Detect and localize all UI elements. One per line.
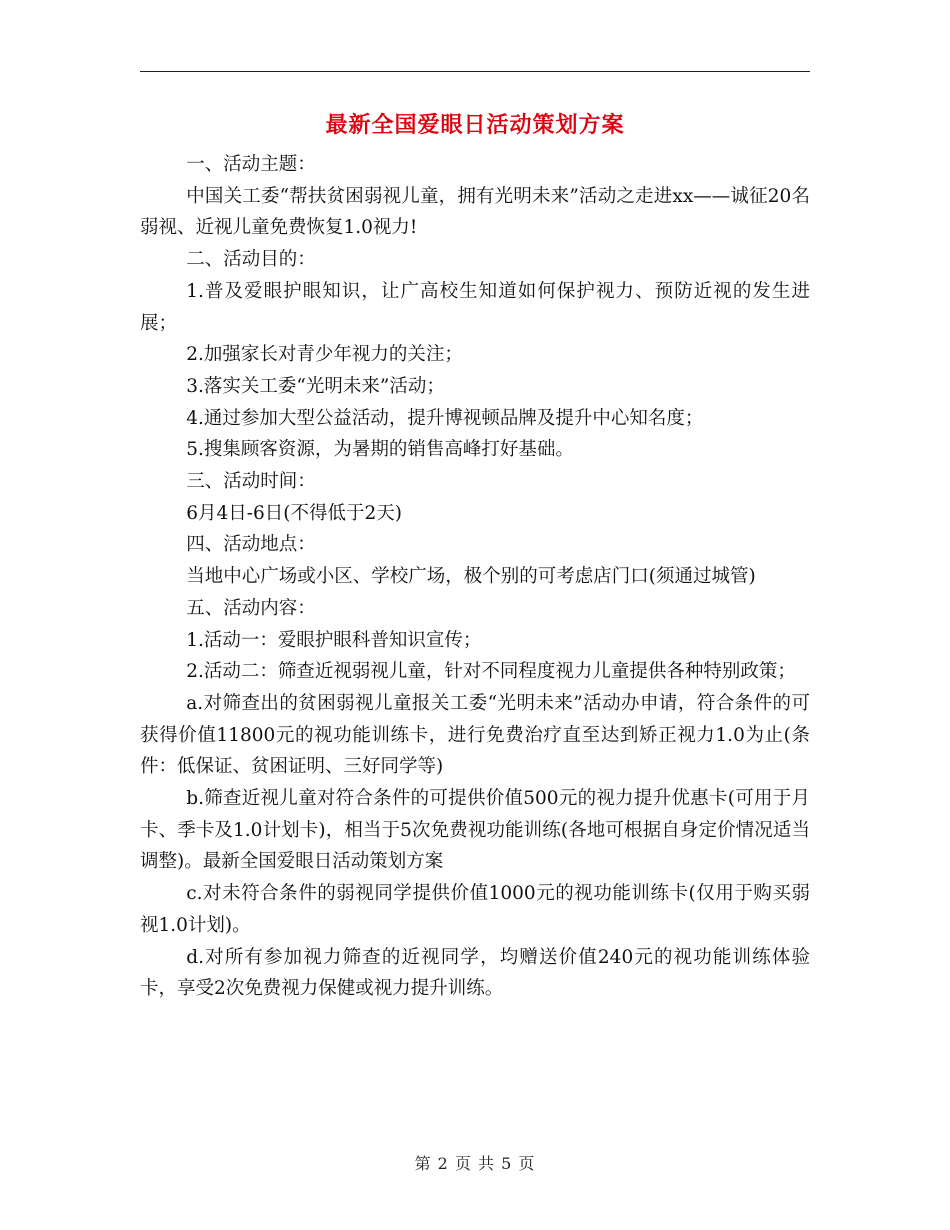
sub-item-b: b.筛查近视儿童对符合条件的可提供价值500元的视力提升优惠卡(可用于月卡、季卡及1.0计划卡)，相当于5次免费视功能训练(各地可根据自身定价情况适当调整)。最新全国爱眼日活动策划方案 [140,788,810,873]
sub-item-a: a.对筛查出的贫困弱视儿童报关工委“光明未来”活动办申请，符合条件的可获得价值11800元的视功能训练卡，进行免费治疗直至达到矫正视力1.0为止(条件：低保证、贫困证明、三好同学等) [140,692,810,778]
paragraph-location: 当地中心广场或小区、学校广场，极个别的可考虑店门口(须通过城管) [186,566,756,588]
paragraph-theme: 中国关工委“帮扶贫困弱视儿童，拥有光明未来”活动之走进xx——诚征20名弱视、近视儿童免费恢复1.0视力! [140,185,810,239]
header-rule [140,71,810,72]
list-item-activity-1: 1.活动一：爱眼护眼科普知识宣传； [186,629,482,651]
list-item-purpose-4: 4.通过参加大型公益活动，提升博视顿品牌及提升中心知名度； [186,407,704,429]
page-number: 第 2 页 共 5 页 [414,1154,536,1173]
sub-item-d: d.对所有参加视力筛查的近视同学，均赠送价值240元的视功能训练体验卡，享受2次免费视力保健或视力提升训练。 [140,946,810,1000]
document-title: 最新全国爱眼日活动策划方案 [325,113,625,138]
list-item-purpose-3: 3.落实关工委“光明未来”活动； [186,375,445,397]
sub-item-c: c.对未符合条件的弱视同学提供价值1000元的视功能训练卡(仅用于购买弱视1.0计划)。 [140,883,810,936]
list-item-activity-2: 2.活动二：筛查近视弱视儿童，针对不同程度视力儿童提供各种特别政策； [186,661,796,683]
list-item-purpose-1: 1.普及爱眼护眼知识，让广高校生知道如何保护视力、预防近视的发生进展； [140,280,810,334]
paragraph-time: 6月4日-6日(不得低于2天) [186,502,403,524]
list-item-purpose-5: 5.搜集顾客资源，为暑期的销售高峰打好基础。 [186,439,574,461]
section-heading-purpose: 二、活动目的： [186,249,316,271]
section-heading-time: 三、活动时间： [186,471,316,493]
section-heading-theme: 一、活动主题： [186,154,316,175]
section-heading-location: 四、活动地点： [186,534,316,556]
section-heading-content: 五、活动内容： [186,597,316,619]
list-item-purpose-2: 2.加强家长对青少年视力的关注； [186,344,463,366]
document-body [140,149,810,1005]
